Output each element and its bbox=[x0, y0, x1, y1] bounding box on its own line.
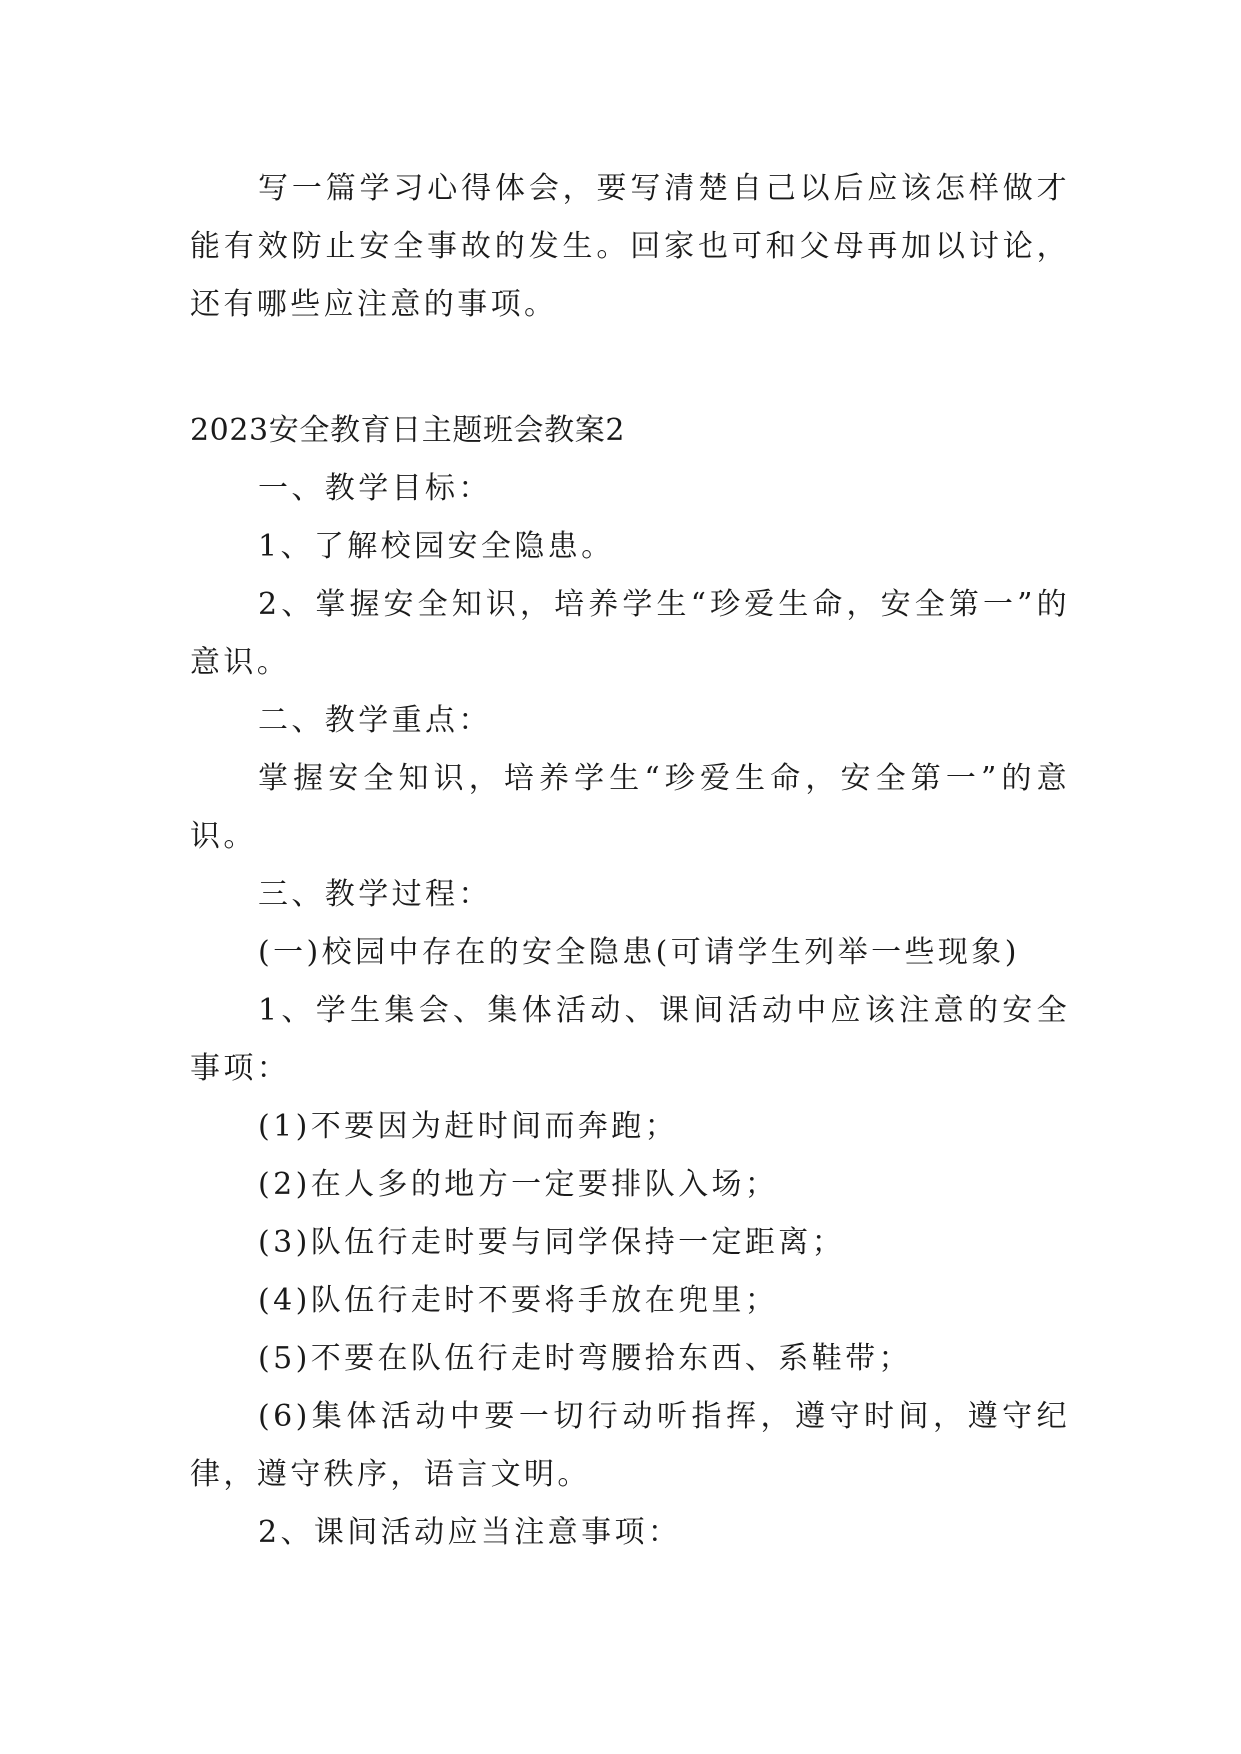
paragraph: 1、学生集会、集体活动、课间活动中应该注意的安全事项： bbox=[190, 993, 1070, 1086]
list-item: (4)队伍行走时不要将手放在兜里； bbox=[258, 1283, 779, 1318]
section-title: 2023安全教育日主题班会教案2 bbox=[190, 413, 626, 448]
paragraph: (一)校园中存在的安全隐患(可请学生列举一些现象) bbox=[258, 935, 1020, 970]
document-body bbox=[190, 160, 1070, 1562]
list-item: (5)不要在队伍行走时弯腰拾东西、系鞋带； bbox=[258, 1341, 912, 1376]
list-item: (2)在人多的地方一定要排队入场； bbox=[258, 1167, 779, 1202]
paragraph: 2、课间活动应当注意事项： bbox=[258, 1515, 682, 1550]
paragraph: 一、教学目标： bbox=[258, 471, 492, 506]
list-item: (1)不要因为赶时间而奔跑； bbox=[258, 1109, 679, 1144]
paragraph: 三、教学过程： bbox=[258, 877, 492, 912]
paragraph: 二、教学重点： bbox=[258, 703, 492, 738]
paragraph: 2、掌握安全知识，培养学生“珍爱生命，安全第一”的意识。 bbox=[190, 587, 1070, 680]
paragraph: 掌握安全知识，培养学生“珍爱生命，安全第一”的意识。 bbox=[190, 761, 1070, 854]
list-item: (3)队伍行走时要与同学保持一定距离； bbox=[258, 1225, 846, 1260]
intro-paragraph: 写一篇学习心得体会，要写清楚自己以后应该怎样做才能有效防止安全事故的发生。回家也可和父母再加以讨论，还有哪些应注意的事项。 bbox=[190, 171, 1070, 322]
paragraph: 1、了解校园安全隐患。 bbox=[258, 529, 615, 564]
list-item: (6)集体活动中要一切行动听指挥，遵守时间，遵守纪律，遵守秩序，语言文明。 bbox=[190, 1399, 1070, 1492]
